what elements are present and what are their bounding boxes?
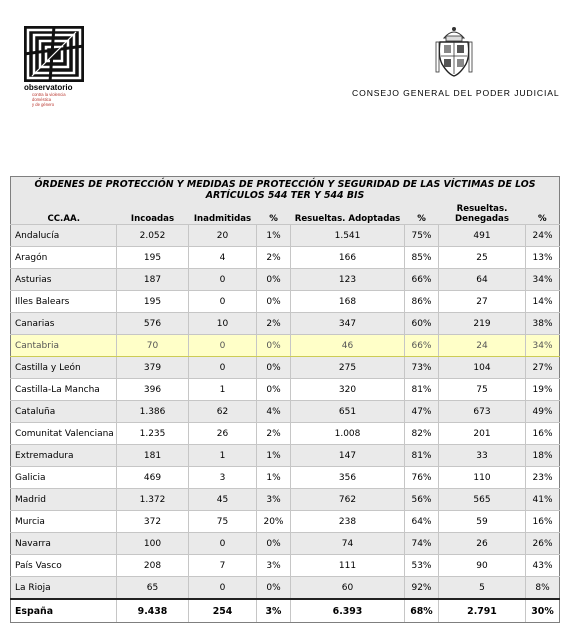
total-incoadas: 9.438 <box>117 599 189 623</box>
cell-pct-inadmitidas: 1% <box>257 467 291 489</box>
total-pct-adoptadas: 68% <box>405 599 439 623</box>
cell-inadmitidas: 4 <box>189 247 257 269</box>
cell-incoadas: 187 <box>117 269 189 291</box>
cell-adoptadas: 762 <box>291 489 405 511</box>
cell-denegadas: 104 <box>439 357 526 379</box>
cell-pct-denegadas: 38% <box>526 313 560 335</box>
cell-adoptadas: 1.541 <box>291 225 405 247</box>
cell-region: La Rioja <box>11 577 117 600</box>
cell-region: Comunitat Valenciana <box>11 423 117 445</box>
cell-adoptadas: 275 <box>291 357 405 379</box>
cell-inadmitidas: 20 <box>189 225 257 247</box>
cell-pct-inadmitidas: 0% <box>257 379 291 401</box>
cell-pct-adoptadas: 76% <box>405 467 439 489</box>
table-row <box>11 577 560 600</box>
cell-pct-adoptadas: 73% <box>405 357 439 379</box>
cell-pct-denegadas: 13% <box>526 247 560 269</box>
cell-denegadas: 24 <box>439 335 526 357</box>
cell-denegadas: 25 <box>439 247 526 269</box>
table-row <box>11 489 560 511</box>
cell-adoptadas: 46 <box>291 335 405 357</box>
cell-pct-denegadas: 14% <box>526 291 560 313</box>
cell-pct-adoptadas: 74% <box>405 533 439 555</box>
cell-region: Galicia <box>11 467 117 489</box>
cell-pct-inadmitidas: 0% <box>257 533 291 555</box>
cell-pct-adoptadas: 85% <box>405 247 439 269</box>
table-row <box>11 401 560 423</box>
cell-denegadas: 110 <box>439 467 526 489</box>
cell-denegadas: 491 <box>439 225 526 247</box>
cell-pct-denegadas: 43% <box>526 555 560 577</box>
cell-adoptadas: 347 <box>291 313 405 335</box>
cell-pct-denegadas: 16% <box>526 423 560 445</box>
cell-pct-adoptadas: 86% <box>405 291 439 313</box>
table-title: ÓRDENES DE PROTECCIÓN Y MEDIDAS DE PROTECCIÓN Y SEGURIDAD DE LAS VÍCTIMAS DE LOS ARTÍCULOS 544 TER Y 544 BIS <box>11 177 560 202</box>
column-header-denegadas: Resueltas. Denegadas <box>439 201 526 225</box>
table-row <box>11 269 560 291</box>
cell-adoptadas: 166 <box>291 247 405 269</box>
cell-pct-denegadas: 8% <box>526 577 560 600</box>
cell-incoadas: 372 <box>117 511 189 533</box>
cell-incoadas: 1.235 <box>117 423 189 445</box>
column-header-pct-denegadas: % <box>526 201 560 225</box>
cell-pct-inadmitidas: 0% <box>257 577 291 600</box>
total-region: España <box>11 599 117 623</box>
cell-denegadas: 5 <box>439 577 526 600</box>
cell-adoptadas: 1.008 <box>291 423 405 445</box>
cell-region: Cataluña <box>11 401 117 423</box>
cell-incoadas: 70 <box>117 335 189 357</box>
observatorio-logo <box>24 26 96 107</box>
table-row <box>11 247 560 269</box>
cell-inadmitidas: 7 <box>189 555 257 577</box>
cell-inadmitidas: 0 <box>189 335 257 357</box>
cell-region: Extremadura <box>11 445 117 467</box>
table-row <box>11 467 560 489</box>
cell-pct-adoptadas: 81% <box>405 445 439 467</box>
cell-inadmitidas: 62 <box>189 401 257 423</box>
total-inadmitidas: 254 <box>189 599 257 623</box>
cell-adoptadas: 238 <box>291 511 405 533</box>
cell-adoptadas: 168 <box>291 291 405 313</box>
cell-inadmitidas: 0 <box>189 577 257 600</box>
cell-adoptadas: 123 <box>291 269 405 291</box>
protection-orders-table <box>10 176 559 623</box>
cell-denegadas: 33 <box>439 445 526 467</box>
cell-adoptadas: 74 <box>291 533 405 555</box>
cell-pct-inadmitidas: 4% <box>257 401 291 423</box>
cell-pct-inadmitidas: 2% <box>257 423 291 445</box>
observatorio-title: observatorio <box>24 83 73 92</box>
cell-incoadas: 208 <box>117 555 189 577</box>
cell-pct-denegadas: 49% <box>526 401 560 423</box>
total-row <box>11 599 560 623</box>
cell-pct-adoptadas: 82% <box>405 423 439 445</box>
table-row <box>11 511 560 533</box>
cell-pct-adoptadas: 47% <box>405 401 439 423</box>
cell-denegadas: 673 <box>439 401 526 423</box>
cell-adoptadas: 60 <box>291 577 405 600</box>
cell-incoadas: 65 <box>117 577 189 600</box>
data-table <box>10 176 560 623</box>
cell-pct-denegadas: 19% <box>526 379 560 401</box>
cell-inadmitidas: 1 <box>189 379 257 401</box>
table-row <box>11 445 560 467</box>
total-pct-inadmitidas: 3% <box>257 599 291 623</box>
cell-denegadas: 219 <box>439 313 526 335</box>
cell-pct-inadmitidas: 2% <box>257 247 291 269</box>
cell-incoadas: 195 <box>117 291 189 313</box>
cell-adoptadas: 651 <box>291 401 405 423</box>
total-adoptadas: 6.393 <box>291 599 405 623</box>
council-name: CONSEJO GENERAL DEL PODER JUDICIAL <box>352 88 560 98</box>
cell-pct-adoptadas: 66% <box>405 269 439 291</box>
cell-incoadas: 181 <box>117 445 189 467</box>
cell-region: Murcia <box>11 511 117 533</box>
cell-adoptadas: 147 <box>291 445 405 467</box>
cell-pct-denegadas: 34% <box>526 335 560 357</box>
cell-region: Asturias <box>11 269 117 291</box>
cell-region: Castilla-La Mancha <box>11 379 117 401</box>
cell-pct-adoptadas: 60% <box>405 313 439 335</box>
column-header-inadmitidas: Inadmitidas <box>189 201 257 225</box>
cell-incoadas: 1.386 <box>117 401 189 423</box>
column-header-adoptadas: Resueltas. Adoptadas <box>291 201 405 225</box>
cell-incoadas: 379 <box>117 357 189 379</box>
column-header-ccaa: CC.AA. <box>11 201 117 225</box>
column-header-pct-adoptadas: % <box>405 201 439 225</box>
cell-inadmitidas: 0 <box>189 291 257 313</box>
table-row <box>11 533 560 555</box>
cell-incoadas: 100 <box>117 533 189 555</box>
cell-inadmitidas: 26 <box>189 423 257 445</box>
cell-incoadas: 2.052 <box>117 225 189 247</box>
table-row <box>11 291 560 313</box>
cell-incoadas: 195 <box>117 247 189 269</box>
cell-pct-denegadas: 18% <box>526 445 560 467</box>
cell-pct-denegadas: 27% <box>526 357 560 379</box>
table-row <box>11 379 560 401</box>
cell-incoadas: 469 <box>117 467 189 489</box>
cell-pct-inadmitidas: 0% <box>257 335 291 357</box>
cell-incoadas: 396 <box>117 379 189 401</box>
cell-denegadas: 27 <box>439 291 526 313</box>
cell-region: Andalucía <box>11 225 117 247</box>
cell-region: Canarias <box>11 313 117 335</box>
cell-denegadas: 90 <box>439 555 526 577</box>
cell-adoptadas: 111 <box>291 555 405 577</box>
cell-region: Aragón <box>11 247 117 269</box>
cell-region: Cantabria <box>11 335 117 357</box>
cell-denegadas: 201 <box>439 423 526 445</box>
cell-denegadas: 565 <box>439 489 526 511</box>
cell-denegadas: 59 <box>439 511 526 533</box>
cell-pct-denegadas: 41% <box>526 489 560 511</box>
cell-pct-inadmitidas: 0% <box>257 269 291 291</box>
cell-inadmitidas: 0 <box>189 269 257 291</box>
cell-pct-inadmitidas: 0% <box>257 357 291 379</box>
table-row <box>11 313 560 335</box>
cell-adoptadas: 356 <box>291 467 405 489</box>
cell-pct-inadmitidas: 2% <box>257 313 291 335</box>
table-row <box>11 335 560 357</box>
cell-inadmitidas: 0 <box>189 357 257 379</box>
cell-region: Navarra <box>11 533 117 555</box>
cell-pct-adoptadas: 53% <box>405 555 439 577</box>
cell-pct-adoptadas: 81% <box>405 379 439 401</box>
cell-region: Madrid <box>11 489 117 511</box>
cell-pct-adoptadas: 56% <box>405 489 439 511</box>
cell-pct-inadmitidas: 1% <box>257 445 291 467</box>
cell-inadmitidas: 1 <box>189 445 257 467</box>
cell-region: País Vasco <box>11 555 117 577</box>
table-row <box>11 225 560 247</box>
cell-pct-inadmitidas: 0% <box>257 291 291 313</box>
cell-pct-adoptadas: 92% <box>405 577 439 600</box>
cell-denegadas: 75 <box>439 379 526 401</box>
cell-region: Castilla y León <box>11 357 117 379</box>
cell-pct-adoptadas: 66% <box>405 335 439 357</box>
cell-region: Illes Balears <box>11 291 117 313</box>
cell-incoadas: 576 <box>117 313 189 335</box>
observatorio-subtitle-1: contra la violencia <box>32 92 66 97</box>
table-row <box>11 423 560 445</box>
cell-pct-denegadas: 34% <box>526 269 560 291</box>
cell-pct-inadmitidas: 3% <box>257 489 291 511</box>
table-row <box>11 555 560 577</box>
cell-pct-denegadas: 26% <box>526 533 560 555</box>
observatorio-logo-icon <box>24 26 84 82</box>
table-body <box>11 225 560 623</box>
cell-pct-inadmitidas: 1% <box>257 225 291 247</box>
cgpj-coat-of-arms-icon <box>434 22 474 80</box>
cell-pct-inadmitidas: 3% <box>257 555 291 577</box>
column-header-pct-inadmitidas: % <box>257 201 291 225</box>
cell-pct-inadmitidas: 20% <box>257 511 291 533</box>
total-denegadas: 2.791 <box>439 599 526 623</box>
cell-pct-denegadas: 23% <box>526 467 560 489</box>
cell-incoadas: 1.372 <box>117 489 189 511</box>
cell-inadmitidas: 45 <box>189 489 257 511</box>
observatorio-subtitle-3: y de género <box>32 102 55 107</box>
table-row <box>11 357 560 379</box>
cell-inadmitidas: 10 <box>189 313 257 335</box>
cell-denegadas: 26 <box>439 533 526 555</box>
total-pct-denegadas: 30% <box>526 599 560 623</box>
cell-pct-adoptadas: 64% <box>405 511 439 533</box>
cell-pct-adoptadas: 75% <box>405 225 439 247</box>
cell-pct-denegadas: 24% <box>526 225 560 247</box>
observatorio-subtitle-2: doméstica <box>32 97 52 102</box>
cell-denegadas: 64 <box>439 269 526 291</box>
cell-adoptadas: 320 <box>291 379 405 401</box>
column-header-incoadas: Incoadas <box>117 201 189 225</box>
cell-inadmitidas: 0 <box>189 533 257 555</box>
cell-inadmitidas: 75 <box>189 511 257 533</box>
cgpj-logo <box>434 22 474 80</box>
cell-pct-denegadas: 16% <box>526 511 560 533</box>
cell-inadmitidas: 3 <box>189 467 257 489</box>
